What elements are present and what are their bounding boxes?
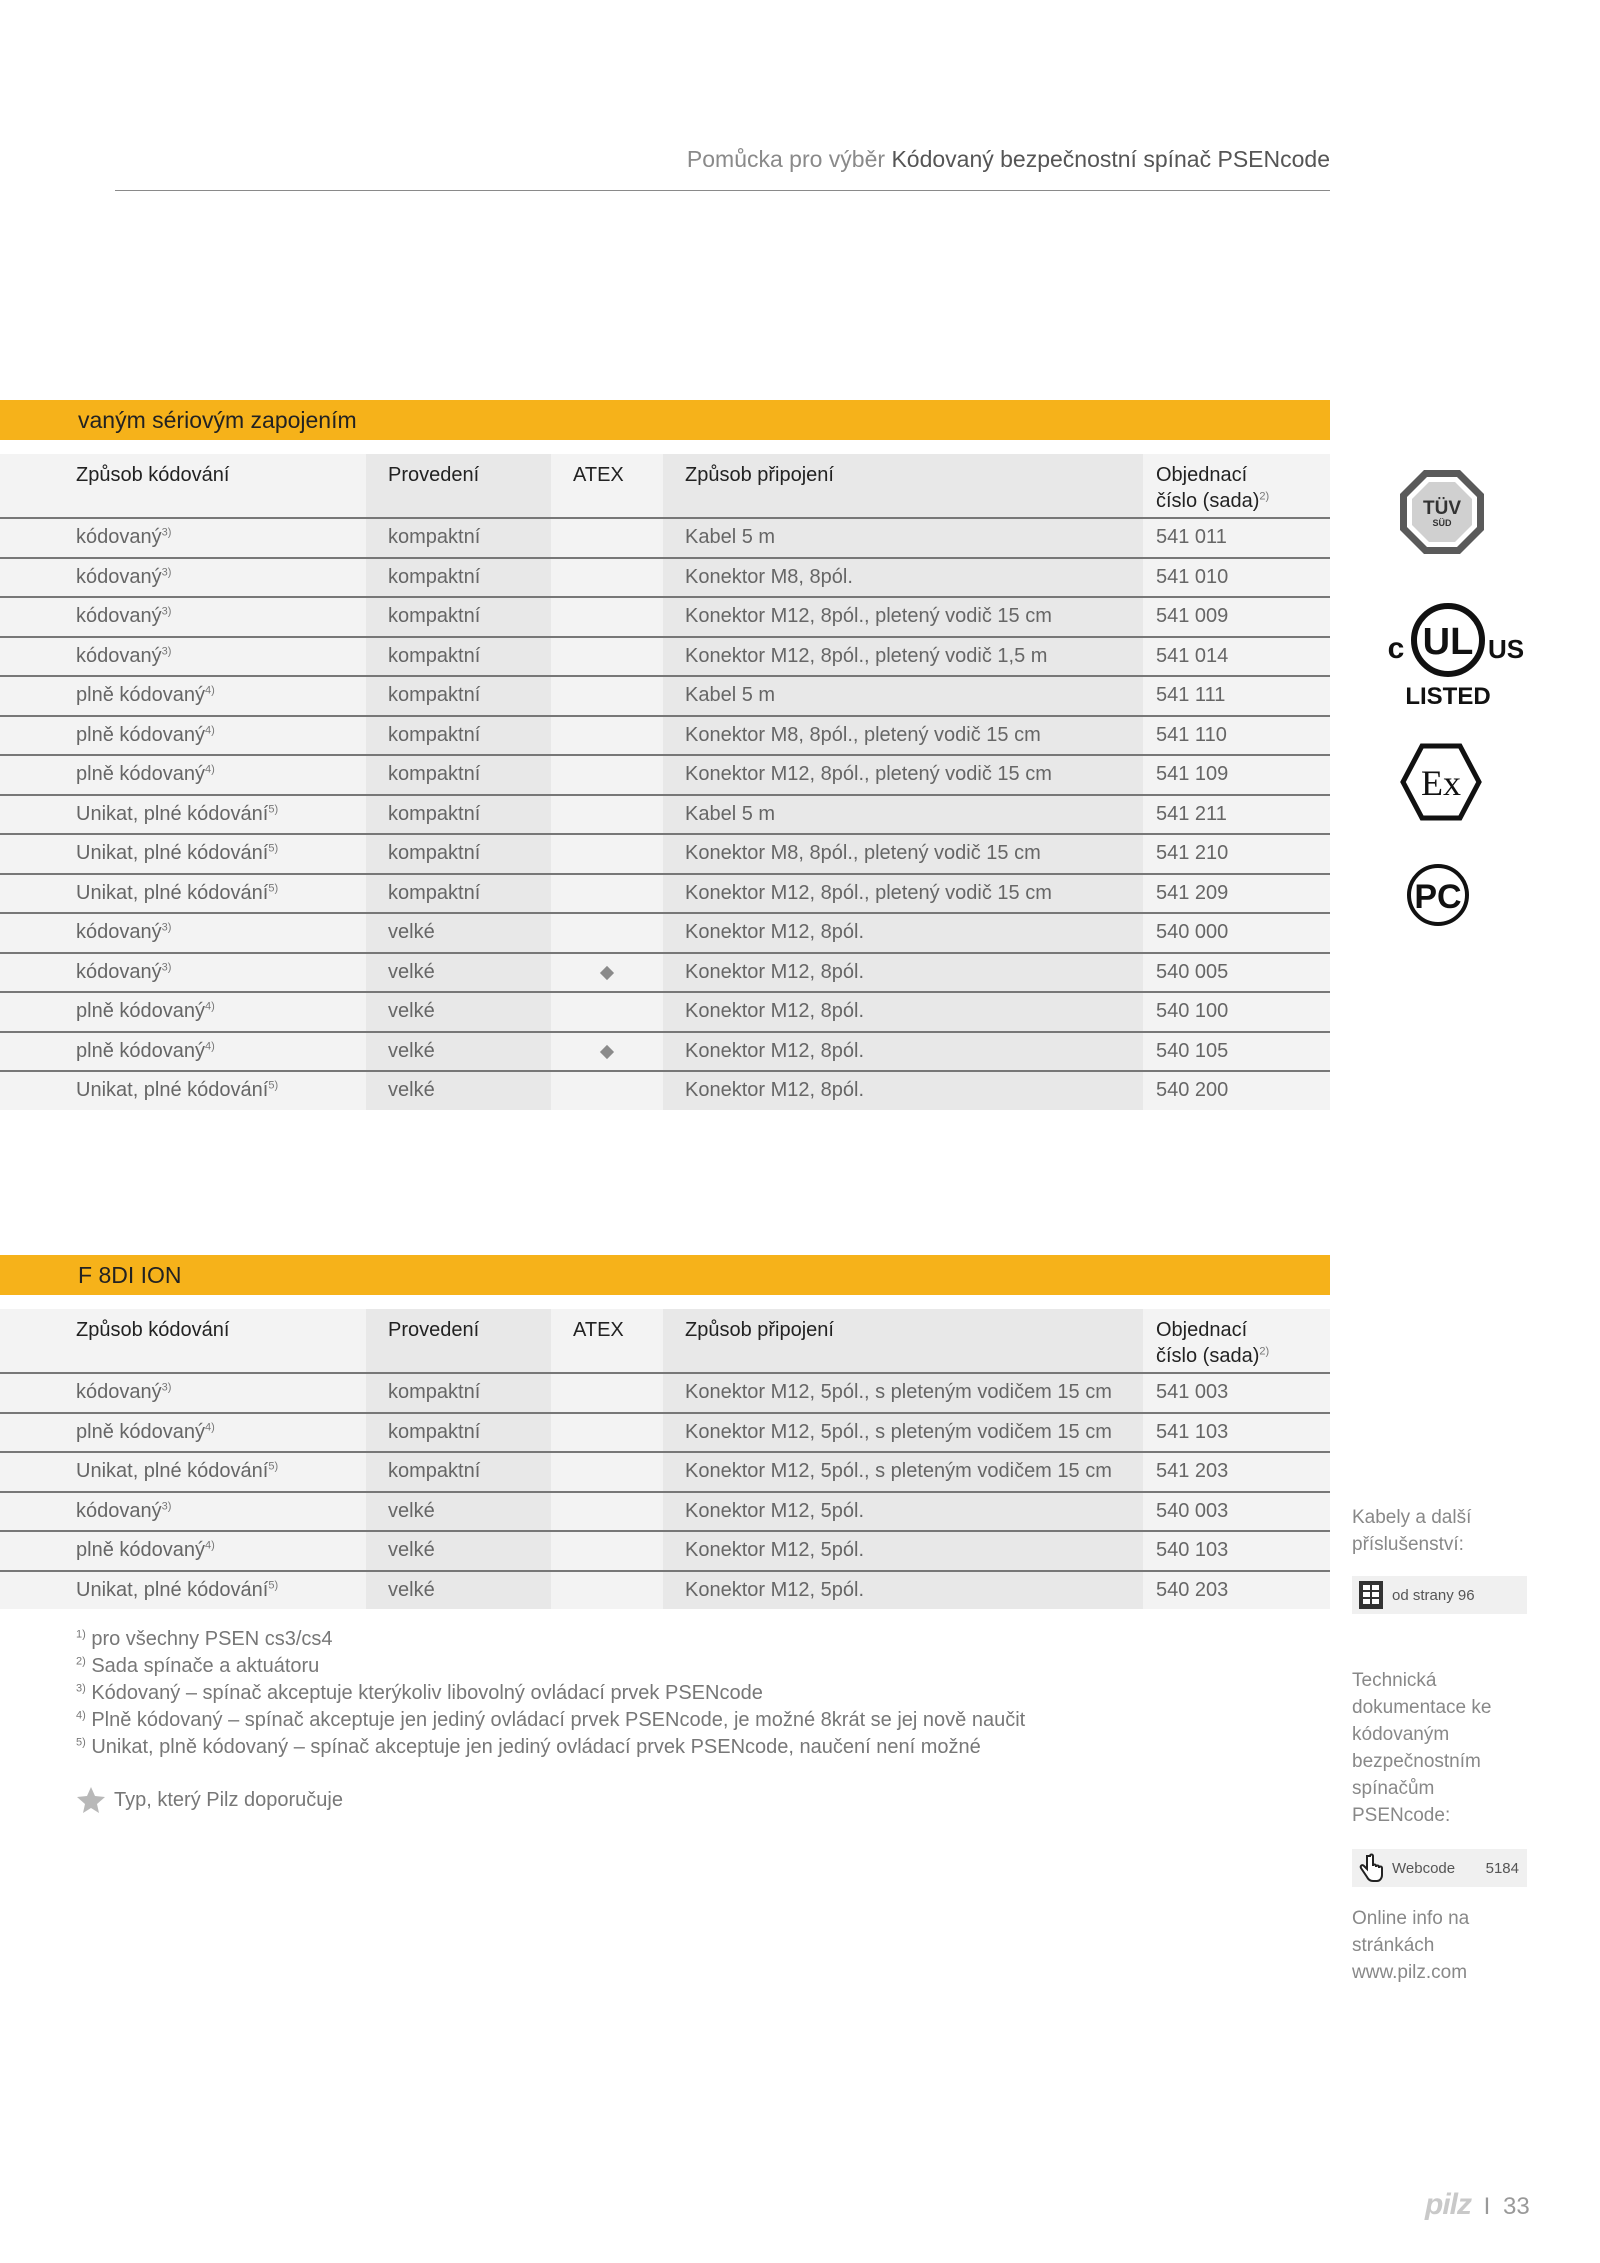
header-prefix: Pomůcka pro výběr xyxy=(686,146,886,172)
coding-text: Unikat, plné kódování xyxy=(76,802,269,825)
col-header-order-line2: číslo (sada) xyxy=(1156,490,1260,512)
cell-order-number: 541 003 xyxy=(1143,1373,1330,1413)
coding-text: kódovaný xyxy=(76,921,162,943)
cell-connection: Konektor M8, 8pól., pletený vodič 15 cm xyxy=(663,716,1143,756)
col-header-order-line1: Objednací xyxy=(1156,1319,1248,1341)
cell-order-number: 541 203 xyxy=(1143,1452,1330,1492)
tuv-sud-mark xyxy=(1398,468,1486,556)
catalog-icon xyxy=(1358,1580,1384,1610)
coding-text: Unikat, plné kódování xyxy=(76,1460,269,1482)
footnote-text: Kódovaný – spínač akceptuje kterýkoliv libovolný ovládací prvek PSENcode xyxy=(91,1682,763,1704)
recommended-note xyxy=(76,1786,343,1814)
cell-version: velké xyxy=(366,913,551,953)
coding-footnote-mark: 3) xyxy=(161,960,172,973)
footnote-mark: 5) xyxy=(76,1736,86,1749)
tuv-sud-label: SÜD xyxy=(1432,518,1452,528)
footnote-text: Unikat, plně kódovaný – spínač akceptuje jen jediný ovládací prvek PSENcode, naučení není možné xyxy=(91,1736,981,1758)
cell-connection: Konektor M12, 5pól., s pleteným vodičem 15 cm xyxy=(663,1373,1143,1413)
cell-connection: Konektor M12, 8pól. xyxy=(663,953,1143,993)
coding-footnote-mark: 4) xyxy=(204,723,215,736)
table-row xyxy=(0,834,1330,874)
page-footer xyxy=(1425,2188,1530,2222)
coding-text: kódovaný xyxy=(76,1381,162,1403)
coding-footnote-mark: 4) xyxy=(204,1000,215,1013)
cell-coding xyxy=(0,1032,366,1072)
coding-footnote-mark: 5) xyxy=(268,842,279,855)
header-title: Kódovaný bezpečnostní spínač PSENcode xyxy=(891,146,1330,172)
table-row xyxy=(0,913,1330,953)
cell-coding xyxy=(0,1531,366,1571)
table-row xyxy=(0,1452,1330,1492)
cell-order-number: 540 203 xyxy=(1143,1571,1330,1610)
cell-connection: Konektor M12, 8pól., pletený vodič 1,5 m xyxy=(663,637,1143,677)
coding-text: Unikat, plné kódování xyxy=(76,1079,269,1101)
pct-label: PC xyxy=(1414,878,1462,916)
cell-order-number: 540 105 xyxy=(1143,1032,1330,1072)
cell-atex xyxy=(551,755,663,795)
ex-label: Ex xyxy=(1421,763,1461,803)
cell-order-number: 541 110 xyxy=(1143,716,1330,756)
table-row xyxy=(0,1373,1330,1413)
cell-connection: Konektor M8, 8pól. xyxy=(663,558,1143,598)
cell-version: kompaktní xyxy=(366,1373,551,1413)
coding-footnote-mark: 4) xyxy=(204,684,215,697)
coding-footnote-mark: 3) xyxy=(161,1381,172,1394)
cell-atex xyxy=(551,1413,663,1453)
cell-coding xyxy=(0,874,366,914)
cell-version: kompaktní xyxy=(366,795,551,835)
online-info-label: Online info na stránkách www.pilz.com xyxy=(1352,1908,1470,1983)
ul-us-label: US xyxy=(1487,634,1525,664)
coding-text: plně kódovaný xyxy=(76,1000,205,1022)
cell-connection: Konektor M12, 8pól. xyxy=(663,913,1143,953)
cell-version: kompaktní xyxy=(366,558,551,598)
cell-atex xyxy=(551,676,663,716)
table-row xyxy=(0,1032,1330,1072)
table-header-row xyxy=(0,1309,1330,1373)
atex-ex-mark xyxy=(1400,743,1482,821)
ul-listed-label: LISTED xyxy=(1405,683,1491,710)
col-header-atex: ATEX xyxy=(551,1309,663,1373)
cell-version: kompaktní xyxy=(366,518,551,558)
cell-version: kompaktní xyxy=(366,874,551,914)
cell-atex xyxy=(551,953,663,993)
table-row xyxy=(0,518,1330,558)
pilz-logo: pilz xyxy=(1425,2188,1471,2221)
cell-atex xyxy=(551,1452,663,1492)
product-section-2 xyxy=(0,1255,1330,1609)
product-table-1 xyxy=(0,454,1330,1110)
coding-footnote-mark: 5) xyxy=(268,802,279,815)
cell-atex xyxy=(551,1492,663,1532)
cell-connection: Konektor M12, 8pól. xyxy=(663,992,1143,1032)
footnote-item xyxy=(76,1653,1025,1680)
cell-version: kompaktní xyxy=(366,1452,551,1492)
cell-order-number: 541 211 xyxy=(1143,795,1330,835)
coding-text: Unikat, plné kódování xyxy=(76,881,269,904)
cell-order-number: 541 209 xyxy=(1143,874,1330,914)
section-2-title: F 8DI ION xyxy=(0,1255,1330,1295)
cell-version: kompaktní xyxy=(366,637,551,677)
table-header-row xyxy=(0,454,1330,518)
table-row xyxy=(0,755,1330,795)
cell-connection: Konektor M12, 8pól., pletený vodič 15 cm xyxy=(663,874,1143,914)
accessories-label: Kabely a další příslušenství: xyxy=(1352,1507,1472,1555)
accessories-ref-text: od strany 96 xyxy=(1392,1586,1475,1604)
footnote-text: Plně kódovaný – spínač akceptuje jen jediný ovládací prvek PSENcode, je možné 8krát se jej nově naučit xyxy=(91,1709,1026,1731)
cell-coding xyxy=(0,716,366,756)
cell-version: kompaktní xyxy=(366,716,551,756)
table-row xyxy=(0,1531,1330,1571)
coding-text: kódovaný xyxy=(76,565,162,588)
col-header-order-sup: 2) xyxy=(1259,1345,1270,1358)
product-section-1 xyxy=(0,400,1330,1110)
cell-version: velké xyxy=(366,1571,551,1610)
cell-atex xyxy=(551,597,663,637)
col-header-order-line1: Objednací xyxy=(1156,464,1248,486)
footnote-text: Sada spínače a aktuátoru xyxy=(91,1655,320,1677)
product-table-2 xyxy=(0,1309,1330,1609)
cell-coding xyxy=(0,1571,366,1610)
col-header-order-sup: 2) xyxy=(1259,490,1270,503)
cell-connection: Konektor M12, 8pól. xyxy=(663,1032,1143,1072)
section-1-title: vaným sériovým zapojením xyxy=(0,400,1330,440)
cell-order-number: 540 000 xyxy=(1143,913,1330,953)
cell-coding xyxy=(0,1452,366,1492)
cell-coding xyxy=(0,953,366,993)
pct-mark xyxy=(1405,862,1485,928)
cell-order-number: 540 003 xyxy=(1143,1492,1330,1532)
coding-footnote-mark: 5) xyxy=(268,1079,279,1092)
cell-order-number: 541 010 xyxy=(1143,558,1330,598)
table-row xyxy=(0,676,1330,716)
cell-atex xyxy=(551,1071,663,1110)
table-row xyxy=(0,716,1330,756)
col-header-connection: Způsob připojení xyxy=(663,1309,1143,1373)
cell-order-number: 541 111 xyxy=(1143,676,1330,716)
coding-footnote-mark: 4) xyxy=(204,763,215,776)
cell-atex xyxy=(551,913,663,953)
cell-coding xyxy=(0,597,366,637)
col-header-version: Provedení xyxy=(366,1309,551,1373)
footnote-item xyxy=(76,1707,1025,1734)
coding-footnote-mark: 5) xyxy=(268,1460,279,1473)
coding-text: plně kódovaný xyxy=(76,1420,205,1443)
accessories-page-link[interactable] xyxy=(1352,1576,1527,1614)
hand-pointer-icon xyxy=(1358,1853,1384,1883)
coding-footnote-mark: 4) xyxy=(204,1539,215,1552)
col-header-connection: Způsob připojení xyxy=(663,454,1143,518)
cell-atex xyxy=(551,716,663,756)
cell-order-number: 541 011 xyxy=(1143,518,1330,558)
cell-connection: Kabel 5 m xyxy=(663,795,1143,835)
col-header-atex: ATEX xyxy=(551,454,663,518)
cell-connection: Konektor M12, 5pól. xyxy=(663,1492,1143,1532)
table-row xyxy=(0,992,1330,1032)
footnote-item xyxy=(76,1626,1025,1653)
footnote-mark: 2) xyxy=(76,1655,86,1668)
cell-version: kompaktní xyxy=(366,755,551,795)
cell-coding xyxy=(0,755,366,795)
cell-order-number: 541 009 xyxy=(1143,597,1330,637)
cell-atex xyxy=(551,1373,663,1413)
coding-text: plně kódovaný xyxy=(76,763,205,785)
cell-connection: Konektor M12, 8pól., pletený vodič 15 cm xyxy=(663,597,1143,637)
cell-connection: Konektor M12, 8pól., pletený vodič 15 cm xyxy=(663,755,1143,795)
ul-c-label: c xyxy=(1388,632,1405,665)
cell-atex xyxy=(551,992,663,1032)
cell-connection: Konektor M12, 5pól. xyxy=(663,1531,1143,1571)
cell-order-number: 540 103 xyxy=(1143,1531,1330,1571)
coding-text: plně kódovaný xyxy=(76,1039,205,1062)
cell-order-number: 541 103 xyxy=(1143,1413,1330,1453)
cell-atex xyxy=(551,834,663,874)
docs-label: Technická dokumentace ke kódovaným bezpečnostním spínačům PSENcode: xyxy=(1352,1670,1492,1826)
col-header-version: Provedení xyxy=(366,454,551,518)
cell-connection: Kabel 5 m xyxy=(663,676,1143,716)
cell-version: velké xyxy=(366,992,551,1032)
cell-order-number: 541 210 xyxy=(1143,834,1330,874)
cell-connection: Kabel 5 m xyxy=(663,518,1143,558)
footnote-text: pro všechny PSEN cs3/cs4 xyxy=(91,1628,333,1650)
coding-text: kódovaný xyxy=(76,1499,162,1522)
table-row xyxy=(0,874,1330,914)
col-header-order-line2: číslo (sada) xyxy=(1156,1345,1260,1367)
cell-order-number: 540 100 xyxy=(1143,992,1330,1032)
tuv-label: TÜV xyxy=(1423,498,1461,519)
col-header-order xyxy=(1143,1309,1330,1373)
cell-coding xyxy=(0,637,366,677)
cell-atex xyxy=(551,795,663,835)
cell-version: velké xyxy=(366,953,551,993)
coding-text: plně kódovaný xyxy=(76,723,205,746)
cell-coding xyxy=(0,1373,366,1413)
cell-version: velké xyxy=(366,1071,551,1110)
footnote-mark: 1) xyxy=(76,1628,86,1641)
footnote-mark: 3) xyxy=(76,1682,86,1695)
coding-footnote-mark: 4) xyxy=(204,1420,215,1433)
cell-atex xyxy=(551,874,663,914)
coding-text: kódovaný xyxy=(76,605,162,627)
cell-coding xyxy=(0,1071,366,1110)
cell-atex xyxy=(551,1571,663,1610)
coding-text: kódovaný xyxy=(76,526,162,548)
cell-coding xyxy=(0,558,366,598)
recommended-text: Typ, který Pilz doporučuje xyxy=(114,1788,343,1811)
col-header-coding: Způsob kódování xyxy=(0,454,366,518)
cell-coding xyxy=(0,518,366,558)
coding-footnote-mark: 3) xyxy=(161,526,172,539)
coding-text: Unikat, plné kódování xyxy=(76,1578,269,1601)
ul-listed-mark xyxy=(1388,598,1528,710)
coding-footnote-mark: 3) xyxy=(161,644,172,657)
webcode-box[interactable] xyxy=(1352,1849,1527,1887)
page-header xyxy=(115,146,1330,173)
atex-diamond-icon xyxy=(600,965,614,979)
coding-footnote-mark: 4) xyxy=(204,1039,215,1052)
cell-atex xyxy=(551,1032,663,1072)
star-icon xyxy=(76,1786,106,1814)
table-row xyxy=(0,1492,1330,1532)
cell-version: kompaktní xyxy=(366,1413,551,1453)
cell-connection: Konektor M12, 5pól. xyxy=(663,1571,1143,1610)
webcode-value: 5184 xyxy=(1485,1859,1519,1877)
table-row xyxy=(0,1571,1330,1610)
cell-connection: Konektor M12, 8pól. xyxy=(663,1071,1143,1110)
cell-version: velké xyxy=(366,1032,551,1072)
cell-version: velké xyxy=(366,1531,551,1571)
footnote-item xyxy=(76,1734,1025,1761)
coding-text: kódovaný xyxy=(76,644,162,667)
cell-order-number: 541 014 xyxy=(1143,637,1330,677)
cell-order-number: 541 109 xyxy=(1143,755,1330,795)
cell-connection: Konektor M12, 5pól., s pleteným vodičem 15 cm xyxy=(663,1452,1143,1492)
table-row xyxy=(0,795,1330,835)
coding-footnote-mark: 5) xyxy=(268,881,279,894)
cell-coding xyxy=(0,992,366,1032)
coding-text: plně kódovaný xyxy=(76,684,205,706)
atex-diamond-icon xyxy=(600,1044,614,1058)
footnote-item xyxy=(76,1680,1025,1707)
header-divider xyxy=(115,190,1330,191)
col-header-order xyxy=(1143,454,1330,518)
footer-separator: I xyxy=(1483,2193,1491,2220)
cell-order-number: 540 200 xyxy=(1143,1071,1330,1110)
cell-atex xyxy=(551,637,663,677)
coding-footnote-mark: 5) xyxy=(268,1578,279,1591)
cell-coding xyxy=(0,795,366,835)
col-header-coding: Způsob kódování xyxy=(0,1309,366,1373)
table-row xyxy=(0,1413,1330,1453)
cell-atex xyxy=(551,1531,663,1571)
table-row xyxy=(0,1071,1330,1110)
cell-atex xyxy=(551,558,663,598)
coding-footnote-mark: 3) xyxy=(161,1499,172,1512)
cell-coding xyxy=(0,1413,366,1453)
table-row xyxy=(0,558,1330,598)
coding-text: kódovaný xyxy=(76,960,162,983)
table-body-1 xyxy=(0,518,1330,1110)
coding-text: plně kódovaný xyxy=(76,1539,205,1561)
cell-version: kompaktní xyxy=(366,676,551,716)
cell-version: kompaktní xyxy=(366,834,551,874)
table-row xyxy=(0,637,1330,677)
table-body-2 xyxy=(0,1373,1330,1609)
coding-footnote-mark: 3) xyxy=(161,605,172,618)
cell-coding xyxy=(0,834,366,874)
cell-connection: Konektor M12, 5pól., s pleteným vodičem 15 cm xyxy=(663,1413,1143,1453)
coding-footnote-mark: 3) xyxy=(161,921,172,934)
cell-version: velké xyxy=(366,1492,551,1532)
webcode-label: Webcode xyxy=(1392,1859,1456,1877)
footnotes xyxy=(76,1626,1025,1761)
table-row xyxy=(0,953,1330,993)
cell-coding xyxy=(0,676,366,716)
cell-version: kompaktní xyxy=(366,597,551,637)
cell-atex xyxy=(551,518,663,558)
coding-footnote-mark: 3) xyxy=(161,565,172,578)
ul-label: UL xyxy=(1422,621,1474,663)
cell-coding xyxy=(0,913,366,953)
table-row xyxy=(0,597,1330,637)
cell-connection: Konektor M8, 8pól., pletený vodič 15 cm xyxy=(663,834,1143,874)
cell-coding xyxy=(0,1492,366,1532)
cell-order-number: 540 005 xyxy=(1143,953,1330,993)
footnote-mark: 4) xyxy=(76,1709,86,1722)
page-number: 33 xyxy=(1503,2193,1530,2220)
coding-text: Unikat, plné kódování xyxy=(76,842,269,864)
